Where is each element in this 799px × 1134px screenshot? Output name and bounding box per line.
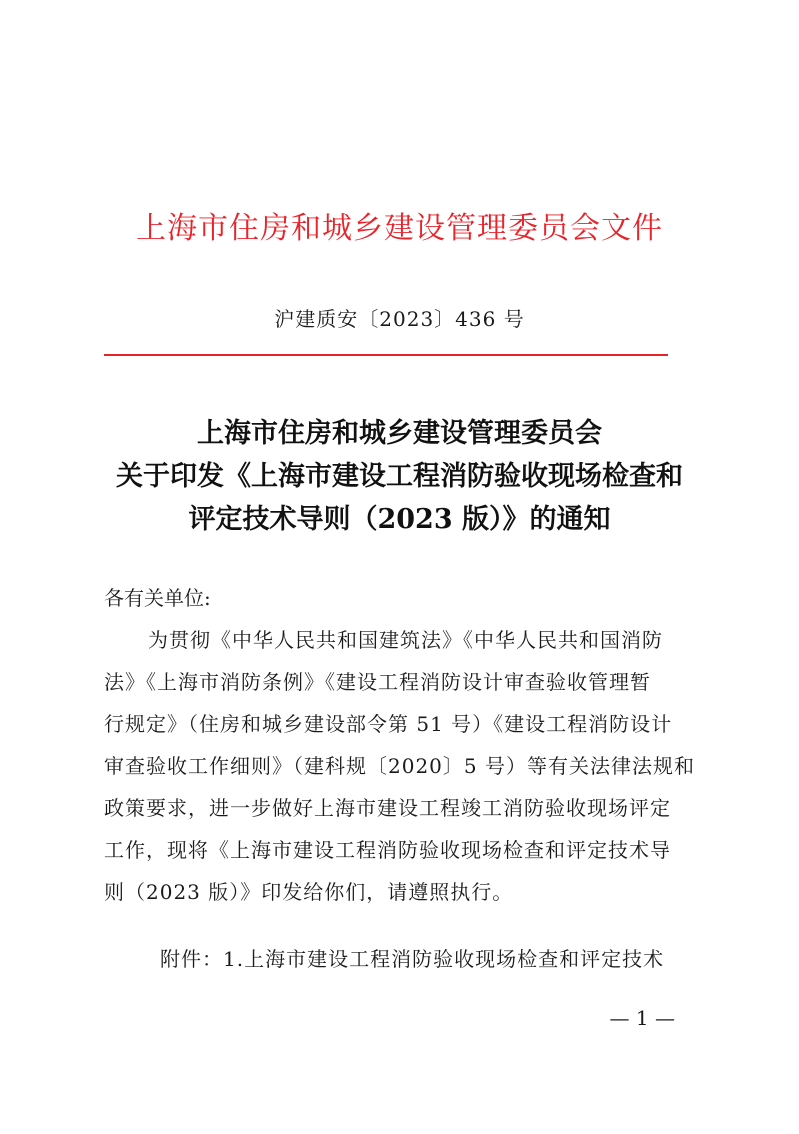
notice-body xyxy=(104,577,704,913)
title-line: 上海市住房和城乡建设管理委员会 xyxy=(197,418,602,449)
paragraph-line: 则（2023 版）》印发给你们，请遵照执行。 xyxy=(104,880,514,904)
paragraph-line: 为贯彻《中华人民共和国建筑法》《中华人民共和国消防 xyxy=(148,628,663,652)
paragraph-line: 工作，现将《上海市建设工程消防验收现场检查和评定技术导 xyxy=(104,838,671,862)
title-line: 关于印发《上海市建设工程消防验收现场检查和 xyxy=(116,461,683,492)
salutation: 各有关单位: xyxy=(104,586,211,610)
paragraph-line: 法》《上海市消防条例》《建设工程消防设计审查验收管理暂 xyxy=(104,670,651,694)
paragraph-line: 审查验收工作细则》（建科规〔2020〕5 号）等有关法律法规和 xyxy=(104,754,695,778)
title-line: 评定技术导则（2023 版）》的通知 xyxy=(188,504,611,535)
paragraph-line: 行规定》（住房和城乡建设部令第 51 号）《建设工程消防设计 xyxy=(104,712,673,736)
attachment-line: 附件：1.上海市建设工程消防验收现场检查和评定技术 xyxy=(160,947,665,971)
notice-title xyxy=(0,412,799,541)
page-number: — 1 — xyxy=(609,1006,675,1030)
issuer-header: 上海市住房和城乡建设管理委员会文件 xyxy=(136,211,663,246)
paragraph-line: 政策要求，进一步做好上海市建设工程竣工消防验收现场评定 xyxy=(104,796,671,820)
red-divider xyxy=(104,354,668,356)
document-number: 沪建质安〔2023〕436 号 xyxy=(274,307,525,331)
